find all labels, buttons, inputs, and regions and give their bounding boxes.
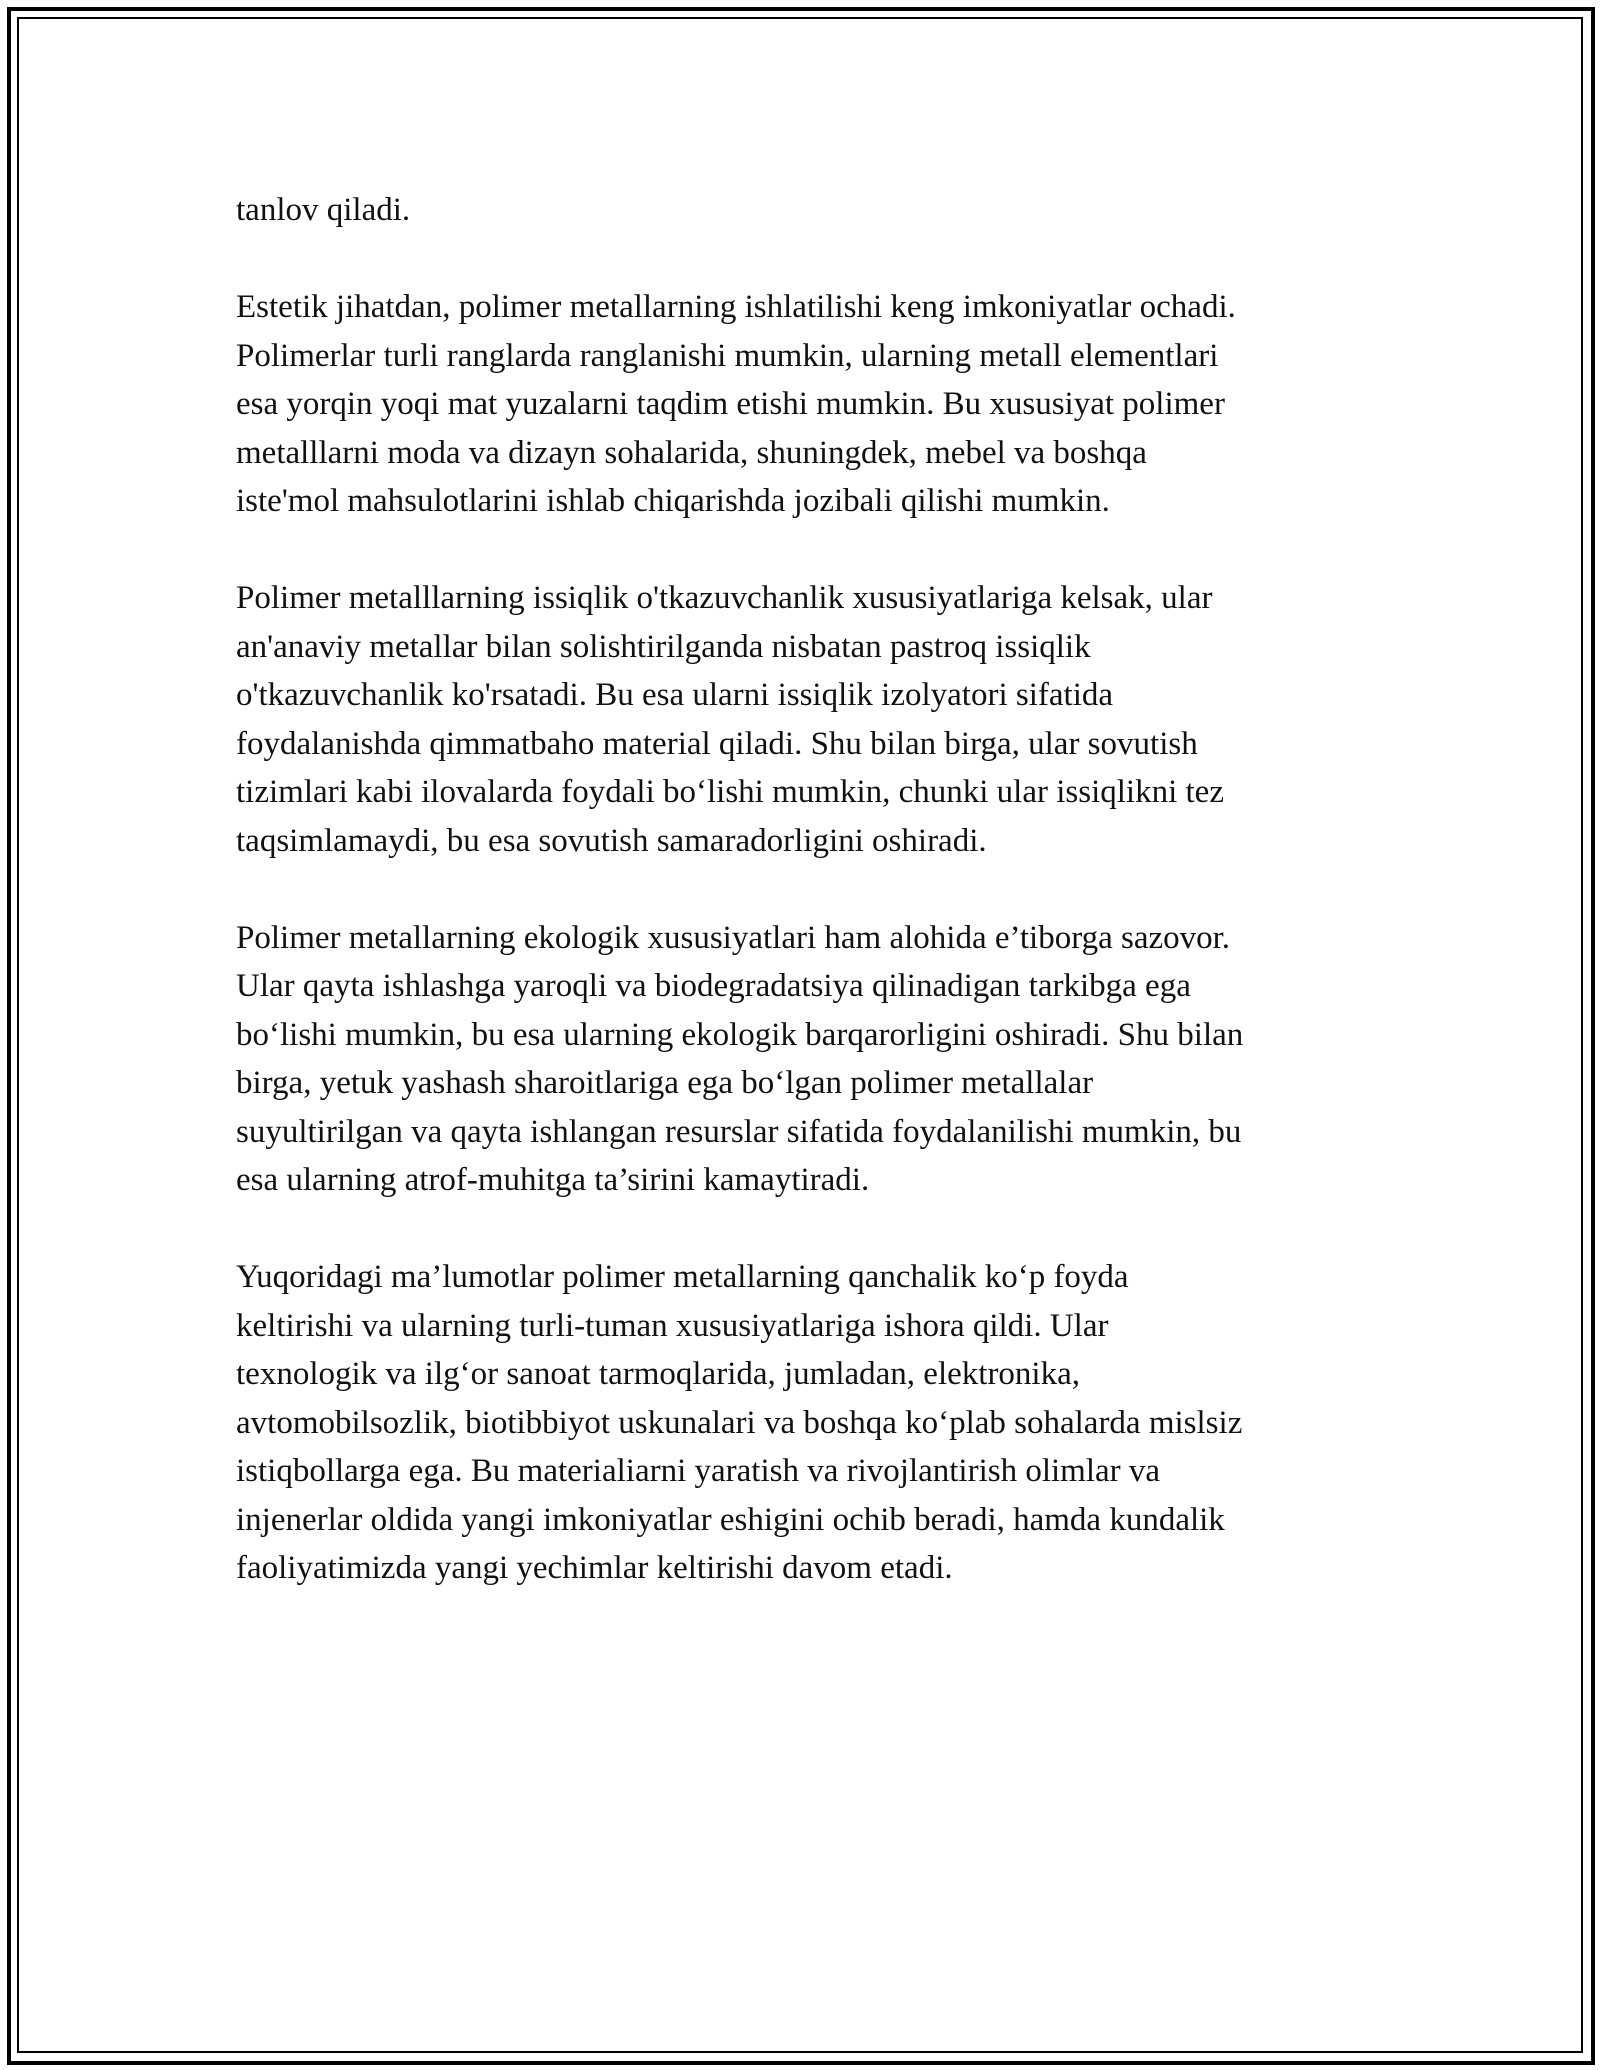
text-line: iste'mol mahsulotlarini ishlab chiqarishda jozibali qilishi mumkin.	[236, 483, 1110, 519]
text-line: an'anaviy metallar bilan solishtirilganda nisbatan pastroq issiqlik	[236, 628, 1091, 665]
text-line: faoliyatimizda yangi yechimlar keltirishi davom etadi.	[236, 1550, 953, 1586]
text-line: esa ularning atrof-muhitga ta’sirini kamaytiradi.	[236, 1162, 870, 1198]
text-line: Polimerlar turli ranglarda ranglanishi mumkin, ularning metall elementlari	[236, 337, 1219, 374]
text-line: istiqbollarga ega. Bu materialiarni yaratish va rivojlantirish olimlar va	[236, 1453, 1161, 1489]
text-line: bo‘lishi mumkin, bu esa ularning ekologik barqarorligini oshiradi. Shu bilan	[236, 1016, 1244, 1053]
text-line: texnologik va ilg‘or sanoat tarmoqlarida, jumladan, elektronika,	[236, 1356, 1080, 1392]
paragraph-5	[236, 1253, 1366, 1593]
text-line: esa yorqin yoqi mat yuzalarni taqdim etishi mumkin. Bu xususiyat polimer	[236, 386, 1225, 422]
text-line: Estetik jihatdan, polimer metallarning ishlatilishi keng imkoniyatlar ochadi.	[236, 289, 1236, 325]
text-line: Ular qayta ishlashga yaroqli va biodegradatsiya qilinadigan tarkibga ega	[236, 968, 1191, 1004]
text-line: metalllarni moda va dizayn sohalarida, shuningdek, mebel va boshqa	[236, 434, 1147, 471]
paragraph-3	[236, 574, 1366, 865]
paragraph-1	[236, 186, 1366, 235]
text-line: foydalanishda qimmatbaho material qiladi. Shu bilan birga, ular sovutish	[236, 725, 1198, 762]
text-line: o'tkazuvchanlik ko'rsatadi. Bu esa ularni issiqlik izolyatori sifatida	[236, 677, 1114, 713]
text-line: suyultirilgan va qayta ishlangan resurslar sifatida foydalanilishi mumkin, bu	[236, 1113, 1242, 1150]
document-body	[236, 186, 1366, 1641]
paragraph-4	[236, 914, 1366, 1205]
text-line: Yuqoridagi ma’lumotlar polimer metallarning qanchalik ko‘p foyda	[236, 1259, 1129, 1295]
text-line: avtomobilsozlik, biotibbiyot uskunalari va boshqa ko‘plab sohalarda mislsiz	[236, 1404, 1243, 1441]
text-line: tanlov qiladi.	[236, 192, 411, 228]
text-line: tizimlari kabi ilovalarda foydali bo‘lishi mumkin, chunki ular issiqlikni tez	[236, 774, 1224, 810]
text-line: Polimer metalllarning issiqlik o'tkazuvchanlik xususiyatlariga kelsak, ular	[236, 580, 1213, 616]
paragraph-2	[236, 283, 1366, 526]
text-line: injenerlar oldida yangi imkoniyatlar eshigini ochib beradi, hamda kundalik	[236, 1501, 1225, 1538]
text-line: birga, yetuk yashash sharoitlariga ega bo‘lgan polimer metallalar	[236, 1065, 1094, 1101]
text-line: taqsimlamaydi, bu esa sovutish samaradorligini oshiradi.	[236, 822, 987, 859]
text-line: keltirishi va ularning turli-tuman xususiyatlariga ishora qildi. Ular	[236, 1307, 1109, 1344]
text-line: Polimer metallarning ekologik xususiyatlari ham alohida e’tiborga sazovor.	[236, 919, 1231, 956]
